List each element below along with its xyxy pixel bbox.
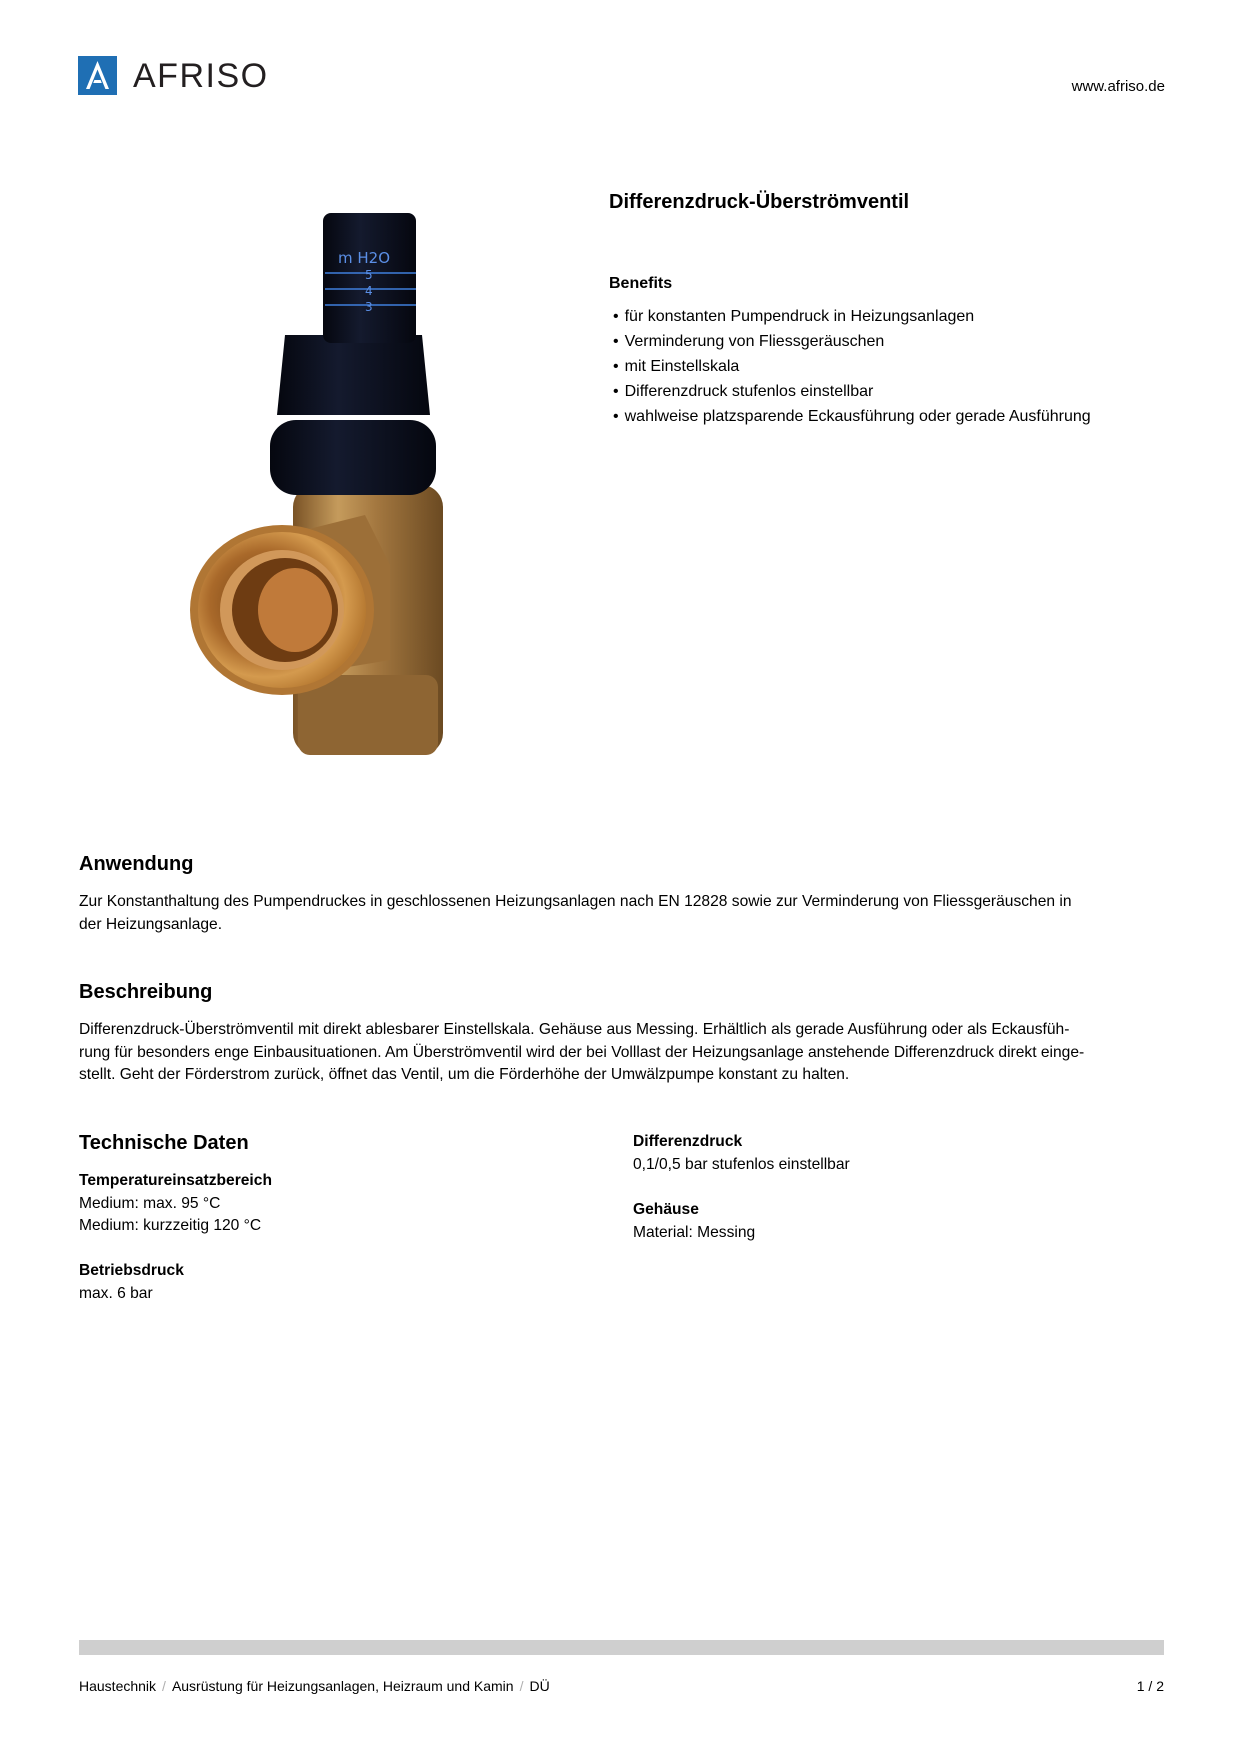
- breadcrumb-item[interactable]: Haustechnik: [79, 1678, 157, 1694]
- spec-betriebsdruck: [79, 1260, 184, 1305]
- spec-value: Medium: kurzzeitig 120 °C: [79, 1217, 262, 1234]
- beschreibung-heading: Beschreibung: [79, 981, 213, 1003]
- spec-value: 0,1/0,5 bar stufenlos einstellbar: [633, 1155, 850, 1173]
- scale-unit: m H2O: [338, 249, 391, 267]
- technische-daten-heading: Technische Daten: [79, 1132, 249, 1154]
- brand-name: AFRISO: [133, 56, 269, 95]
- benefits-list: [613, 304, 1091, 429]
- text-line: Zur Konstanthaltung des Pumpendruckes in geschlossenen Heizungsanlagen nach EN 12828 sowie zur Verminderung von Fliessgeräuschen in: [79, 893, 1072, 910]
- spec-gehaeuse: [633, 1199, 755, 1244]
- scale-mark: 5: [365, 268, 373, 282]
- benefit-item: • Verminderung von Fliessgeräuschen: [613, 329, 1091, 354]
- text-line: der Heizungsanlage.: [79, 915, 223, 933]
- scale-mark: 4: [365, 284, 373, 298]
- beschreibung-text: [79, 1019, 1164, 1087]
- page-number: 1 / 2: [1136, 1678, 1164, 1694]
- text-line: stellt. Geht der Förderstrom zurück, öffnet das Ventil, um die Förderhöhe der Umwälzpumpe konstant zu halten.: [79, 1066, 850, 1083]
- footer-divider-bar: [79, 1640, 1164, 1655]
- spec-value: Medium: max. 95 °C: [79, 1194, 221, 1212]
- benefit-item: • Differenzdruck stufenlos einstellbar: [613, 379, 1091, 404]
- breadcrumb-item[interactable]: Ausrüstung für Heizungsanlagen, Heizraum und Kamin: [171, 1678, 514, 1694]
- breadcrumb-separator: /: [519, 1678, 524, 1694]
- afriso-logo: [78, 56, 269, 95]
- breadcrumb: [79, 1678, 550, 1694]
- spec-label: Differenzdruck: [633, 1133, 743, 1150]
- spec-label: Temperatureinsatzbereich: [79, 1172, 272, 1189]
- benefit-item: • wahlweise platzsparende Eckausführung oder gerade Ausführung: [613, 404, 1091, 429]
- product-image: [190, 205, 480, 775]
- text-line: Differenzdruck-Überströmventil mit direkt ablesbarer Einstellskala. Gehäuse aus Messing. Erhältlich als gerade Ausführung oder als Eckausfüh-: [79, 1021, 1070, 1038]
- spec-label: Gehäuse: [633, 1201, 699, 1218]
- breadcrumb-item[interactable]: DÜ: [529, 1678, 550, 1694]
- spec-value: max. 6 bar: [79, 1284, 153, 1302]
- product-title: Differenzdruck-Überströmventil: [609, 191, 910, 213]
- breadcrumb-separator: /: [162, 1678, 166, 1694]
- spec-differenzdruck: [633, 1131, 850, 1176]
- benefit-item: • mit Einstellskala: [613, 354, 1091, 379]
- website-link[interactable]: www.afriso.de: [1071, 78, 1165, 95]
- anwendung-text: [79, 891, 1164, 936]
- spec-label: Betriebsdruck: [79, 1262, 184, 1279]
- spec-value: Material: Messing: [633, 1223, 756, 1241]
- benefit-item: • für konstanten Pumpendruck in Heizungsanlagen: [613, 304, 1091, 329]
- text-line: rung für besonders enge Einbausituationen. Am Überströmventil wird der bei Volllast der Heizungsanlage anstehende Differenzdruck direkt einge-: [79, 1043, 1085, 1061]
- afriso-logo-icon: [78, 56, 117, 95]
- anwendung-heading: Anwendung: [79, 853, 194, 875]
- benefits-heading: Benefits: [609, 275, 673, 292]
- spec-temperatur: [79, 1170, 272, 1238]
- scale-mark: 3: [365, 300, 373, 314]
